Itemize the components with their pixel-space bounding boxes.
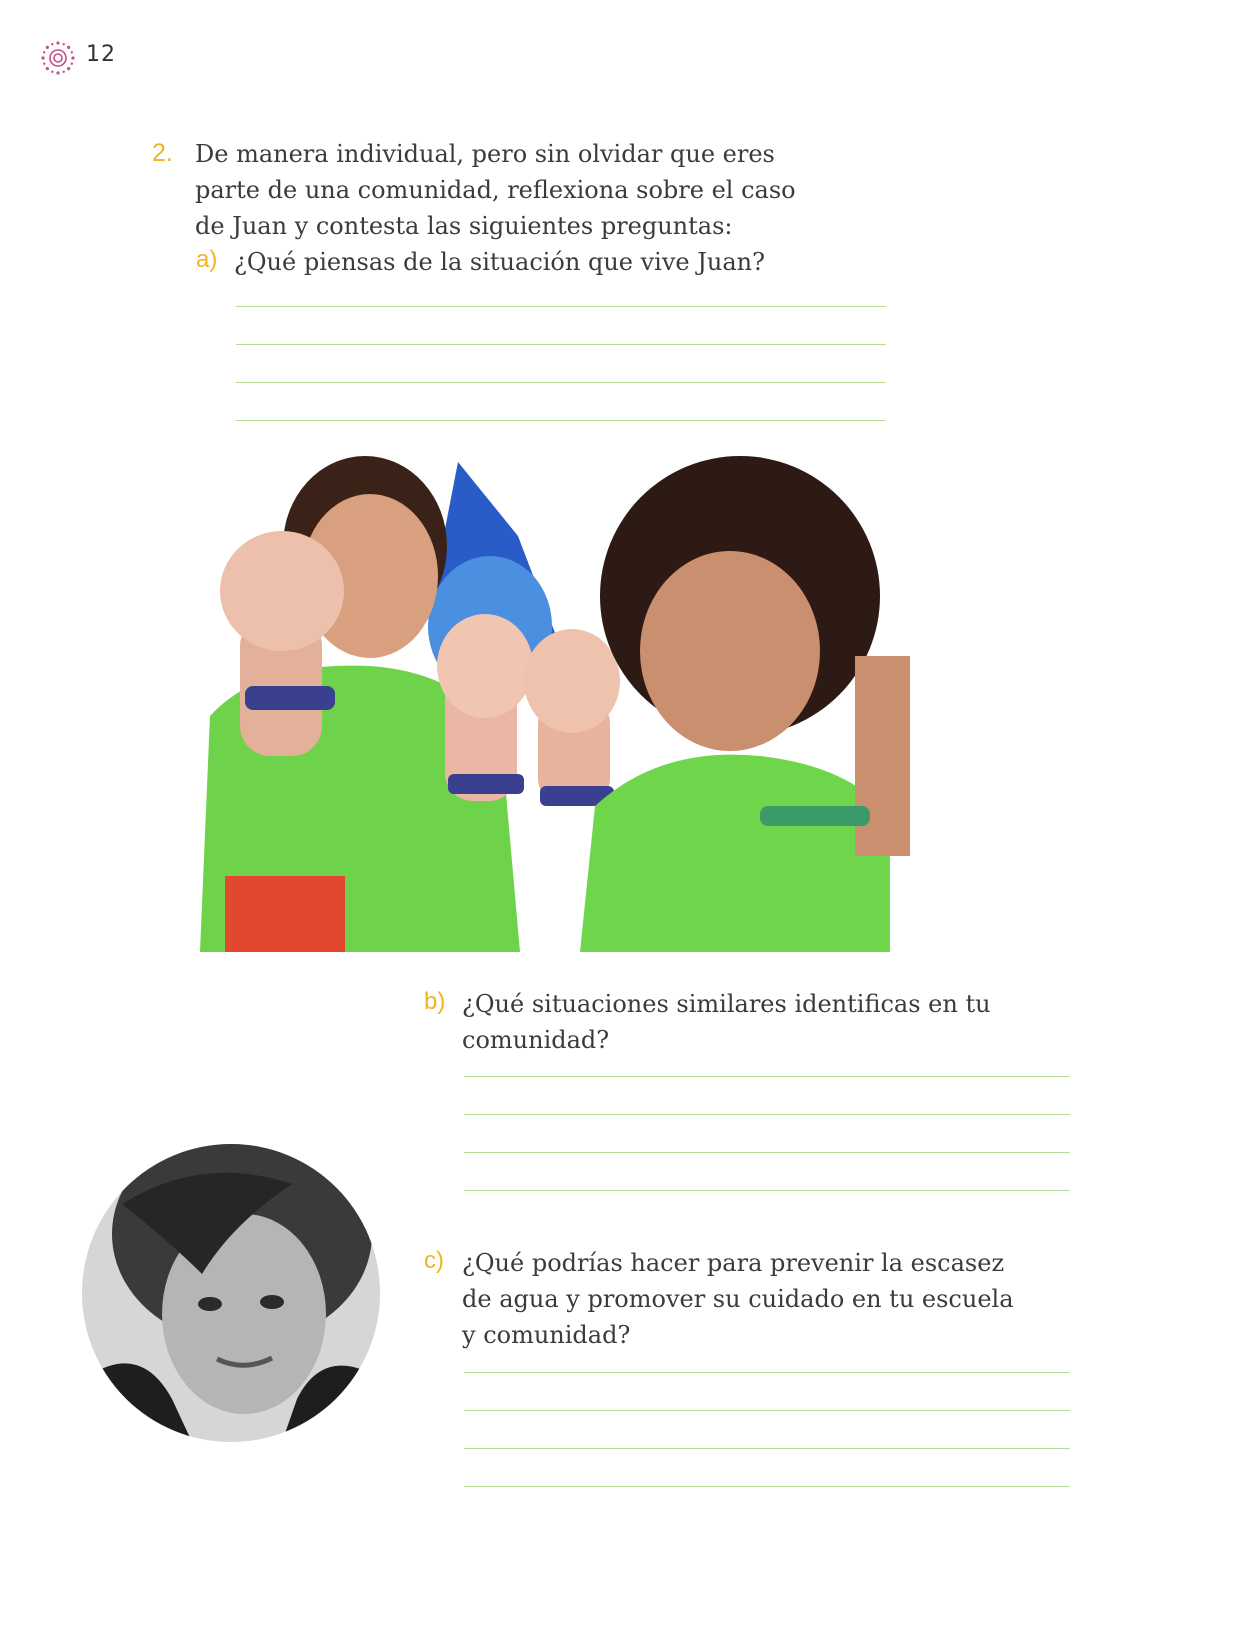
subquestion-line: ¿Qué podrías hacer para prevenir la escasez — [462, 1249, 1005, 1277]
subquestion-line: y comunidad? — [462, 1321, 631, 1349]
subquestion-c-letter: c) — [424, 1247, 444, 1274]
sun-ornament-icon — [40, 40, 76, 76]
answer-line[interactable] — [236, 420, 886, 421]
children-bracelets-photo — [200, 456, 910, 952]
subquestion-line: ¿Qué situaciones similares identificas en tu — [462, 990, 991, 1018]
answer-line[interactable] — [464, 1486, 1070, 1487]
subquestion-b-text — [462, 986, 1082, 1058]
subquestion-a-letter: a) — [196, 246, 218, 273]
child-portrait-illustration — [82, 1144, 380, 1442]
answer-line[interactable] — [236, 306, 886, 307]
question-number: 2. — [152, 139, 173, 167]
subquestion-line: comunidad? — [462, 1026, 610, 1054]
answer-line[interactable] — [464, 1372, 1070, 1373]
answer-line[interactable] — [464, 1448, 1070, 1449]
answer-line[interactable] — [464, 1152, 1070, 1153]
answer-line[interactable] — [236, 344, 886, 345]
subquestion-line: ¿Qué piensas de la situación que vive Juan? — [234, 248, 765, 276]
answer-line[interactable] — [464, 1190, 1070, 1191]
page-number: 12 — [86, 42, 116, 67]
subquestion-b-letter: b) — [424, 988, 446, 1015]
prompt-line: De manera individual, pero sin olvidar que eres — [195, 140, 775, 168]
prompt-line: parte de una comunidad, reflexiona sobre el caso — [195, 176, 796, 204]
answer-line[interactable] — [464, 1114, 1070, 1115]
answer-line[interactable] — [464, 1410, 1070, 1411]
subquestion-c-text — [462, 1245, 1102, 1353]
answer-line[interactable] — [464, 1076, 1070, 1077]
child-portrait-photo — [82, 1144, 380, 1442]
subquestion-line: de agua y promover su cuidado en tu escuela — [462, 1285, 1014, 1313]
answer-line[interactable] — [236, 382, 886, 383]
children-photo-illustration — [200, 456, 910, 952]
subquestion-a-text — [234, 244, 934, 280]
prompt-line: de Juan y contesta las siguientes preguntas: — [195, 212, 733, 240]
question-prompt — [195, 136, 915, 244]
